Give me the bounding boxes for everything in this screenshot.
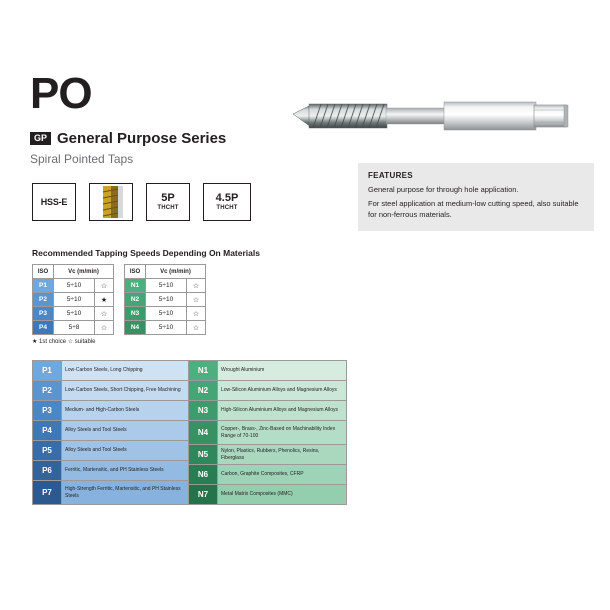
speed-mark-p3: ☆ — [95, 307, 114, 321]
material-code-n2: N2 — [189, 381, 218, 401]
thcht-5p-value: 5P — [161, 192, 175, 204]
speed-mark-n4: ☆ — [187, 321, 206, 335]
speed-vc-n3: 5÷10 — [146, 307, 187, 321]
table-gap — [114, 321, 125, 335]
material-desc-p7: High-Strength Ferritic, Martensitic, and PH Stainless Steels — [62, 481, 191, 505]
material-code-p3: P3 — [33, 401, 62, 421]
table-gap — [114, 293, 125, 307]
speeds-header-row — [33, 265, 206, 279]
features-heading: FEATURES — [368, 171, 413, 180]
speed-vc-n1: 5÷10 — [146, 279, 187, 293]
list-item — [33, 421, 191, 441]
list-item — [33, 361, 191, 381]
material-desc-p2: Low-Carbon Steels, Short Chipping, Free Machining — [62, 381, 191, 401]
material-desc-p1: Low-Carbon Steels, Long Chipping — [62, 361, 191, 381]
vc-header-right: Vc (m/min) — [146, 265, 206, 279]
material-desc-p3: Medium- and High-Carbon Steels — [62, 401, 191, 421]
speeds-table-title: Recommended Tapping Speeds Depending On Materials — [32, 248, 260, 258]
material-code-p1: P1 — [33, 361, 62, 381]
speed-mark-n1: ☆ — [187, 279, 206, 293]
speed-mark-p2: ★ — [95, 293, 114, 307]
iso-header-left: ISO — [33, 265, 54, 279]
features-line-1: General purpose for through hole application. — [368, 185, 519, 194]
list-item — [33, 381, 191, 401]
list-item — [33, 461, 191, 481]
iso-header-right: ISO — [125, 265, 146, 279]
speed-code-n1: N1 — [125, 279, 146, 293]
series-name: General Purpose Series — [57, 130, 227, 147]
material-code-n7: N7 — [189, 485, 218, 505]
spiral-pointed-tap-illustration — [285, 88, 575, 144]
speed-vc-p4: 5÷8 — [54, 321, 95, 335]
speed-code-p3: P3 — [33, 307, 54, 321]
material-code-n6: N6 — [189, 465, 218, 485]
list-item — [189, 381, 347, 401]
material-desc-n7: Metal Matrix Composites (MMC) — [218, 485, 347, 505]
thcht-45p-value: 4.5P — [215, 192, 239, 204]
table-row — [33, 293, 206, 307]
thcht-5p-box — [146, 183, 190, 221]
thcht-45p-label: THCHT — [216, 205, 238, 211]
table-row — [33, 307, 206, 321]
material-code-p7: P7 — [33, 481, 62, 505]
material-desc-n3: High-Silicon Aluminium Alloys and Magnesium Alloys — [218, 401, 347, 421]
speed-mark-n2: ☆ — [187, 293, 206, 307]
material-code-n3: N3 — [189, 401, 218, 421]
speed-code-p1: P1 — [33, 279, 54, 293]
speed-vc-p1: 5÷10 — [54, 279, 95, 293]
hss-e-label: HSS-E — [40, 197, 68, 207]
list-item — [189, 361, 347, 381]
page-subtitle: Spiral Pointed Taps — [30, 152, 134, 166]
speed-vc-n2: 5÷10 — [146, 293, 187, 307]
tap-photo-box — [89, 183, 133, 221]
material-desc-n1: Wrought Aluminium — [218, 361, 347, 381]
material-desc-n2: Low-Silicon Aluminium Alloys and Magnesium Alloys — [218, 381, 347, 401]
speeds-table-wrap — [32, 264, 206, 335]
table-gap — [114, 279, 125, 293]
list-item — [33, 481, 191, 505]
material-desc-p4: Alloy Steels and Tool Steels — [62, 421, 191, 441]
material-table-n — [188, 360, 347, 505]
vc-header-left: Vc (m/min) — [54, 265, 114, 279]
material-desc-n4: Copper-, Brass-, Zinc-Based on Machinability Index Range of 70-100 — [218, 421, 347, 445]
material-desc-p6: Ferritic, Martensitic, and PH Stainless Steels — [62, 461, 191, 481]
list-item — [189, 421, 347, 445]
tap-thread-photo-icon — [90, 184, 132, 220]
speed-mark-n3: ☆ — [187, 307, 206, 321]
thcht-5p-label: THCHT — [157, 205, 179, 211]
speed-mark-p1: ☆ — [95, 279, 114, 293]
material-code-p6: P6 — [33, 461, 62, 481]
page-title: PO — [30, 69, 92, 118]
list-item — [189, 465, 347, 485]
material-code-n5: N5 — [189, 445, 218, 465]
table-gap — [114, 307, 125, 321]
speed-code-n2: N2 — [125, 293, 146, 307]
hss-e-box — [32, 183, 76, 221]
list-item — [33, 441, 191, 461]
speed-code-n4: N4 — [125, 321, 146, 335]
speeds-legend: ★ 1st choice ☆ suitable — [32, 339, 96, 345]
speeds-table — [32, 264, 206, 335]
material-code-p5: P5 — [33, 441, 62, 461]
table-row — [33, 321, 206, 335]
material-desc-p5: Alloy Steels and Tool Steels — [62, 441, 191, 461]
speed-code-n3: N3 — [125, 307, 146, 321]
speed-vc-p3: 5÷10 — [54, 307, 95, 321]
list-item — [33, 401, 191, 421]
features-line-2: For steel application at medium-low cutting speed, also suitable for non-ferrous materials. — [368, 198, 579, 219]
material-code-p4: P4 — [33, 421, 62, 441]
features-body — [368, 185, 584, 221]
material-desc-n5: Nylon, Plastics, Rubbers, Phenolics, Resins, Fiberglass — [218, 445, 347, 465]
speed-code-p2: P2 — [33, 293, 54, 307]
list-item — [189, 445, 347, 465]
material-table-p — [32, 360, 191, 505]
material-code-n4: N4 — [189, 421, 218, 445]
speed-vc-p2: 5÷10 — [54, 293, 95, 307]
thcht-45p-box — [203, 183, 251, 221]
table-row — [33, 279, 206, 293]
tap-product-image — [285, 88, 575, 144]
list-item — [189, 485, 347, 505]
speed-mark-p4: ☆ — [95, 321, 114, 335]
speed-vc-n4: 5÷10 — [146, 321, 187, 335]
table-gap — [114, 265, 125, 279]
gp-badge: GP — [30, 132, 51, 145]
spec-icon-row — [32, 183, 251, 221]
speed-code-p4: P4 — [33, 321, 54, 335]
material-code-p2: P2 — [33, 381, 62, 401]
material-desc-n6: Carbon, Graphite Composites, CFRP — [218, 465, 347, 485]
list-item — [189, 401, 347, 421]
material-code-n1: N1 — [189, 361, 218, 381]
features-panel — [358, 163, 594, 231]
